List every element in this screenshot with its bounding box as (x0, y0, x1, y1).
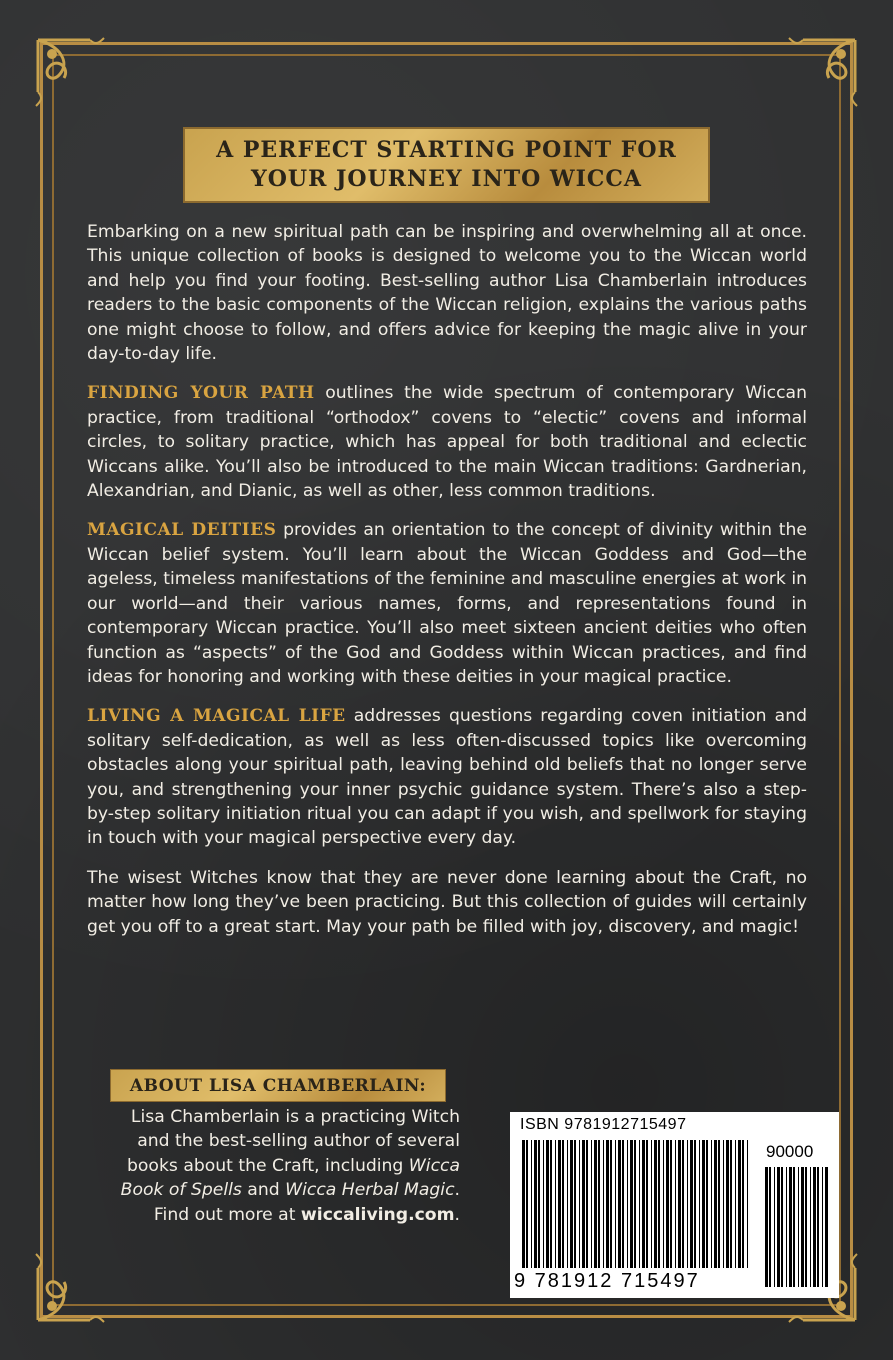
price-code: 90000 (766, 1142, 814, 1161)
barcode-bar (670, 1140, 672, 1268)
section-magical-deities (87, 518, 807, 689)
barcode-bar (738, 1140, 741, 1268)
headline-line-2: YOUR JOURNEY INTO WICCA (251, 166, 642, 192)
barcode-bar (598, 1140, 600, 1268)
barcode-bar (678, 1140, 681, 1268)
barcode-bar (777, 1167, 780, 1287)
section-title: LIVING A MAGICAL LIFE (87, 706, 346, 727)
barcode-bar (615, 1140, 616, 1268)
barcode-bar (682, 1140, 684, 1268)
section-text: provides an orientation to the concept of divinity within the Wiccan belief system. You’ll learn about the Wiccan Goddess and God—the ageless, timeless manifestations of the feminine and masculine energies at work in our world—and their various names, forms, and representations found in contemporary Wiccan practice. You’ll also meet sixteen ancient deities who often function as “aspects” of the God and Goddess within Wiccan practices, and find ideas for honoring and working with these deities in your magical practice. (87, 520, 807, 687)
barcode-bar (591, 1140, 592, 1268)
barcode-bar (654, 1140, 657, 1268)
barcode-bar (735, 1140, 736, 1268)
barcode-bar (690, 1140, 693, 1268)
barcode-bar (639, 1140, 640, 1268)
section-finding-your-path (87, 381, 807, 503)
barcode-bar (634, 1140, 636, 1268)
barcode-bar (570, 1140, 573, 1268)
barcode-bar (706, 1140, 708, 1268)
barcode-bar (610, 1140, 612, 1268)
barcode-bar (582, 1140, 585, 1268)
barcode-bar (769, 1167, 771, 1287)
section-title: MAGICAL DEITIES (87, 520, 277, 541)
barcode-bar (534, 1140, 537, 1268)
barcode-bar (522, 1140, 525, 1268)
website-link[interactable]: wiccaliving.com (300, 1204, 455, 1225)
barcode-bar (642, 1140, 645, 1268)
barcode-bar (663, 1140, 664, 1268)
barcode-bar (606, 1140, 609, 1268)
isbn-label: ISBN 9781912715497 (520, 1116, 687, 1133)
section-living-a-magical-life (87, 704, 807, 850)
barcode-bar (687, 1140, 688, 1268)
barcode-bar (546, 1140, 549, 1268)
barcode-bar (675, 1140, 676, 1268)
barcode-bar (810, 1167, 811, 1287)
barcode-bar (711, 1140, 712, 1268)
barcode-bar (817, 1167, 819, 1287)
barcode-bar (747, 1140, 748, 1268)
barcode-bar (555, 1140, 556, 1268)
section-title: FINDING YOUR PATH (87, 383, 315, 404)
barcode-bar (658, 1140, 660, 1268)
about-text-part: and (241, 1180, 286, 1201)
barcode-bar (603, 1140, 604, 1268)
barcode-bar (526, 1140, 528, 1268)
barcode-bar (702, 1140, 705, 1268)
barcode-bar (730, 1140, 732, 1268)
isbn-barcode (510, 1112, 839, 1298)
book-title: Wicca Herbal Magic (285, 1180, 455, 1201)
barcode-bar (723, 1140, 724, 1268)
barcode-bar (813, 1167, 816, 1287)
barcode-bar (718, 1140, 720, 1268)
headline-line-1: A PERFECT STARTING POINT FOR (216, 137, 677, 163)
barcode-bar (789, 1167, 792, 1287)
barcode-bar (622, 1140, 624, 1268)
section-text: addresses questions regarding coven initiation and solitary self-dedication, as well as less often-discussed topics like overcoming obstacles along your spiritual path, leaving behind old beliefs that no longer serve you, and strengthening your inner psychic guidance system. There’s also a step-by-step solitary initiation ritual you can adapt if you wish, and spellwork for staying in touch with your magical perspective every day. (87, 706, 807, 849)
barcode-bar (699, 1140, 700, 1268)
barcode-bar (630, 1140, 633, 1268)
barcode-bars-icon (522, 1140, 752, 1268)
barcode-bar (798, 1167, 799, 1287)
barcode-bar (742, 1140, 744, 1268)
about-text-part: . Find out more at (153, 1180, 460, 1225)
barcode-bar (805, 1167, 807, 1287)
barcode-bar (774, 1167, 775, 1287)
barcode-bar (651, 1140, 652, 1268)
barcode-bar (714, 1140, 717, 1268)
barcode-bar (531, 1140, 532, 1268)
headline-banner (183, 127, 710, 203)
barcode-bar (579, 1140, 580, 1268)
barcode-bar (618, 1140, 621, 1268)
corner-ornament-icon (30, 1238, 120, 1328)
barcode-bar (574, 1140, 576, 1268)
barcode-bar (786, 1167, 787, 1287)
about-heading: ABOUT LISA CHAMBERLAIN: (129, 1075, 427, 1096)
barcode-bar (646, 1140, 648, 1268)
barcode-bar (822, 1167, 823, 1287)
barcode-bar (538, 1140, 540, 1268)
barcode-bar (550, 1140, 552, 1268)
intro-paragraph: Embarking on a new spiritual path can be inspiring and overwhelming all at once. This unique collection of books is designed to welcome you to the Wiccan world and help you find your footing. Best-selling author Lisa Chamberlain introduces readers to the basic components of the Wiccan religion, explains the various paths one might choose to follow, and offers advice for keeping the magic alive in your day-to-day life. (87, 222, 807, 365)
corner-ornament-icon (30, 32, 120, 122)
section-text: outlines the wide spectrum of contemporary Wiccan practice, from traditional “orthodox” covens to “electic” covens and informal circles, to solitary practice, which has appeal for both traditional and eclectic Wiccans alike. You’ll also be introduced to the main Wiccan traditions: Gardnerian, Alexandrian, and Dianic, as well as other, less common traditions. (87, 383, 807, 502)
about-text-part: Lisa Chamberlain is a practicing Witch and the best-selling author of several books about the Craft, including (127, 1107, 460, 1176)
barcode-bar (781, 1167, 783, 1287)
addon-barcode-bars-icon (765, 1167, 829, 1287)
barcode-bar (666, 1140, 669, 1268)
barcode-bar (627, 1140, 628, 1268)
about-text-part: . (454, 1204, 460, 1225)
barcode-bar (594, 1140, 597, 1268)
barcode-bar (562, 1140, 564, 1268)
barcode-bar (726, 1140, 729, 1268)
barcode-bar (825, 1167, 828, 1287)
barcode-bar (543, 1140, 544, 1268)
isbn-digits: 9 781912 715497 (514, 1270, 700, 1292)
closing-paragraph: The wisest Witches know that they are never done learning about the Craft, no matter how long they’ve been practicing. But this collection of guides will certainly get you off to a great start. May your path be filled with joy, discovery, and magic! (87, 867, 807, 937)
about-author-text (100, 1105, 460, 1227)
about-author-banner (110, 1069, 446, 1102)
barcode-bar (801, 1167, 804, 1287)
corner-ornament-icon (773, 32, 863, 122)
barcode-bar (694, 1140, 696, 1268)
description-body (87, 220, 807, 954)
barcode-bar (765, 1167, 768, 1287)
barcode-bar (558, 1140, 561, 1268)
barcode-bar (567, 1140, 568, 1268)
barcode-bar (793, 1167, 795, 1287)
book-title: Wicca Book of Spells (120, 1155, 460, 1201)
barcode-bar (586, 1140, 588, 1268)
